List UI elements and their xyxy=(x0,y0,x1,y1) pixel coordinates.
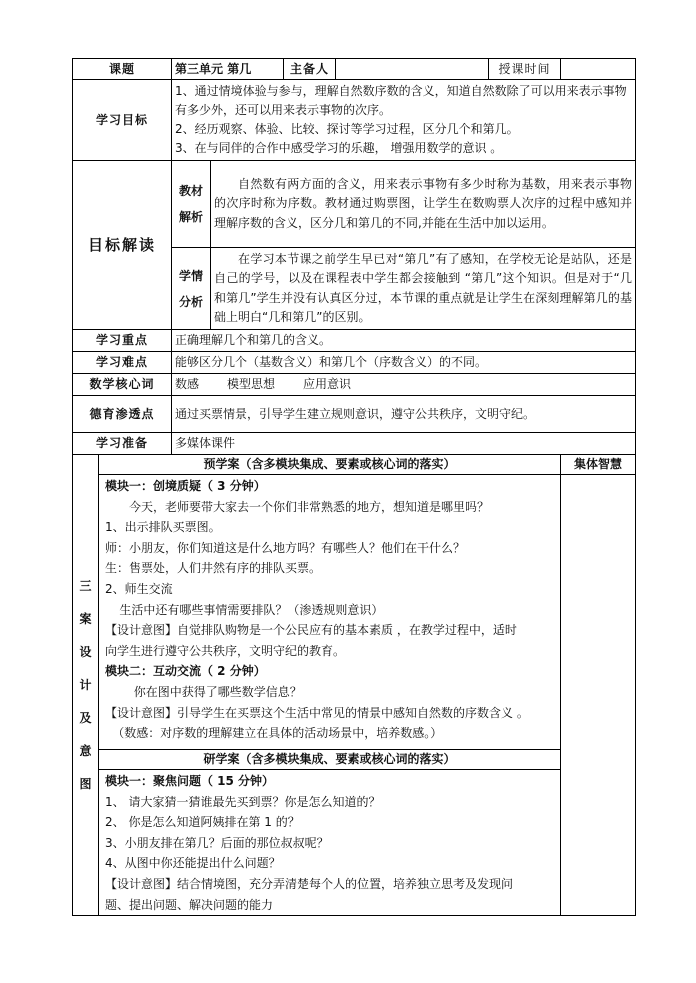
research-module-1-title: 模块一：聚焦问题（ 15 分钟） xyxy=(105,774,275,788)
preview-line: （数感：对序数的理解建立在具体的活动场景中，培养数感。） xyxy=(112,726,443,741)
interpretation-label: 目标解读 xyxy=(73,161,172,330)
time-label: 授课时间 xyxy=(489,59,561,80)
preparer-value xyxy=(336,59,489,80)
student-label xyxy=(172,248,211,330)
preview-header: 预学案（含多模块集成、要素或核心词的落实） xyxy=(99,455,561,475)
design-side-label xyxy=(73,455,99,916)
research-design-intent: 【设计意图】结合情境图，充分弄清楚每个人的位置，培养独立思考及发现问 xyxy=(105,876,514,891)
goals-content xyxy=(172,80,636,161)
preview-content xyxy=(99,475,561,750)
core-words-value xyxy=(172,374,636,396)
preparer-label: 主备人 xyxy=(284,59,336,80)
prep-label: 学习准备 xyxy=(73,433,172,455)
student-label-line1: 学情 xyxy=(179,268,204,283)
preview-module-1-title: 模块一：创境质疑（ 3 分钟） xyxy=(105,479,266,493)
side-char-6: 意 xyxy=(79,743,92,758)
goal-item-3: 3、在与同伴的合作中感受学习的乐趣， 增强用数学的意识 。 xyxy=(175,141,503,155)
research-content xyxy=(99,770,561,916)
preview-line: 你在图中获得了哪些数学信息？ xyxy=(133,684,302,699)
preview-module-2-title: 模块二：互动交流（ 2 分钟） xyxy=(105,664,266,679)
topic-value: 第三单元 第几 xyxy=(172,59,284,80)
side-char-3: 设 xyxy=(79,644,92,659)
textbook-label-line2: 解析 xyxy=(179,210,204,224)
key-point-value: 正确理解几个和第几的含义。 xyxy=(172,330,636,352)
topic-label: 课题 xyxy=(73,59,172,80)
preview-design-intent-2: 【设计意图】引导学生在买票这个生活中常见的情景中感知自然数的序数含义 。 xyxy=(105,705,529,720)
side-char-2: 案 xyxy=(79,611,92,626)
goals-row xyxy=(73,80,636,161)
preview-line: 生活中还有哪些事情需要排队？（渗透规则意识） xyxy=(119,602,384,617)
textbook-text: 自然数有两方面的含义，用来表示事物有多少时称为基数，用来表示事物的次序时称为序数。教材通过购票图，让学生在数购票人次序的过程中感知并理解序数的含义，区分几和第几的不同,并能在生活中加以运用。 xyxy=(211,161,636,248)
research-line: 4、从图中你还能提出什么问题？ xyxy=(105,856,281,871)
prep-row xyxy=(73,433,636,455)
research-content-row xyxy=(73,770,636,916)
research-line: 3、小朋友排在第几？后面的那位叔叔呢？ xyxy=(105,835,329,850)
research-header: 研学案（含多模块集成、要素或核心词的落实） xyxy=(99,750,561,770)
research-line: 2、 你是怎么知道阿姨排在第 1 的？ xyxy=(105,815,300,830)
preview-design-intent-1: 【设计意图】自觉排队购物是一个公民应有的基本素质 ，在教学过程中，适时 xyxy=(105,623,517,638)
moral-value: 通过买票情景，引导学生建立规则意识，遵守公共秩序，文明守纪。 xyxy=(172,396,636,433)
difficulty-label: 学习难点 xyxy=(73,352,172,374)
student-label-line2: 分析 xyxy=(179,294,204,309)
preview-content-row xyxy=(73,475,636,750)
core-words-row xyxy=(73,374,636,396)
collective-header: 集体智慧 xyxy=(561,455,636,475)
header-row xyxy=(73,59,636,80)
research-line: 题、提出问题、解决问题的能力 xyxy=(105,897,274,912)
preview-header-row xyxy=(73,455,636,475)
side-char-1: 三 xyxy=(79,578,92,593)
difficulty-row xyxy=(73,352,636,374)
goal-item-1: 1、通过情境体验与参与，理解自然数序数的含义，知道自然数除了可以用来表示事物有多少外，还可以用来表示事物的次序。 xyxy=(175,84,627,117)
preview-line: 向学生进行遵守公共秩序，文明守纪的教育。 xyxy=(105,643,346,658)
core-words-label: 数学核心词 xyxy=(73,374,172,396)
time-value xyxy=(561,59,636,80)
lesson-plan-sheet xyxy=(72,58,635,916)
preview-line: 今天，老师要带大家去一个你们非常熟悉的地方，想知道是哪里吗？ xyxy=(129,499,490,514)
key-point-row xyxy=(73,330,636,352)
student-text: 在学习本节课之前学生早已对“第几”有了感知，在学校无论是站队，还是自己的学号，以及在课程表中学生都会接触到 “第几”这个知识。但是对于“几和第几”学生并没有认真区分过，本节课的重点就是让学生在深刻理解第几的基础上明白“几和第几”的区别。 xyxy=(211,248,636,330)
preview-line: 生：售票处，人们井然有序的排队买票。 xyxy=(105,561,322,576)
core-word-1: 数感 xyxy=(175,377,200,391)
preview-line: 2、师生交流 xyxy=(105,581,173,596)
collective-wisdom-cell xyxy=(561,475,636,916)
research-line: 1、 请大家猜一猜谁最先买到票？你是怎么知道的？ xyxy=(105,794,381,809)
core-word-3: 应用意识 xyxy=(303,377,352,391)
goal-item-2: 2、经历观察、体验、比较、探讨等学习过程，区分几个和第几。 xyxy=(175,122,519,136)
difficulty-value: 能够区分几个（基数含义）和第几个（序数含义）的不同。 xyxy=(172,352,636,374)
lesson-plan-table xyxy=(72,58,636,916)
side-char-5: 及 xyxy=(79,710,92,725)
preview-line: 1、出示排队买票图。 xyxy=(105,520,221,535)
core-word-2: 模型思想 xyxy=(227,377,276,391)
prep-value: 多媒体课件 xyxy=(172,433,636,455)
side-char-7: 图 xyxy=(79,776,92,791)
research-header-row xyxy=(73,750,636,770)
key-point-label: 学习重点 xyxy=(73,330,172,352)
moral-label: 德育渗透点 xyxy=(73,396,172,433)
goals-label: 学习目标 xyxy=(73,80,172,161)
textbook-label xyxy=(172,161,211,248)
preview-line: 师：小朋友，你们知道这是什么地方吗？有哪些人？他们在干什么？ xyxy=(105,540,466,555)
moral-row xyxy=(73,396,636,433)
textbook-row xyxy=(73,161,636,248)
side-char-4: 计 xyxy=(79,677,92,692)
textbook-label-line1: 教材 xyxy=(179,184,204,198)
